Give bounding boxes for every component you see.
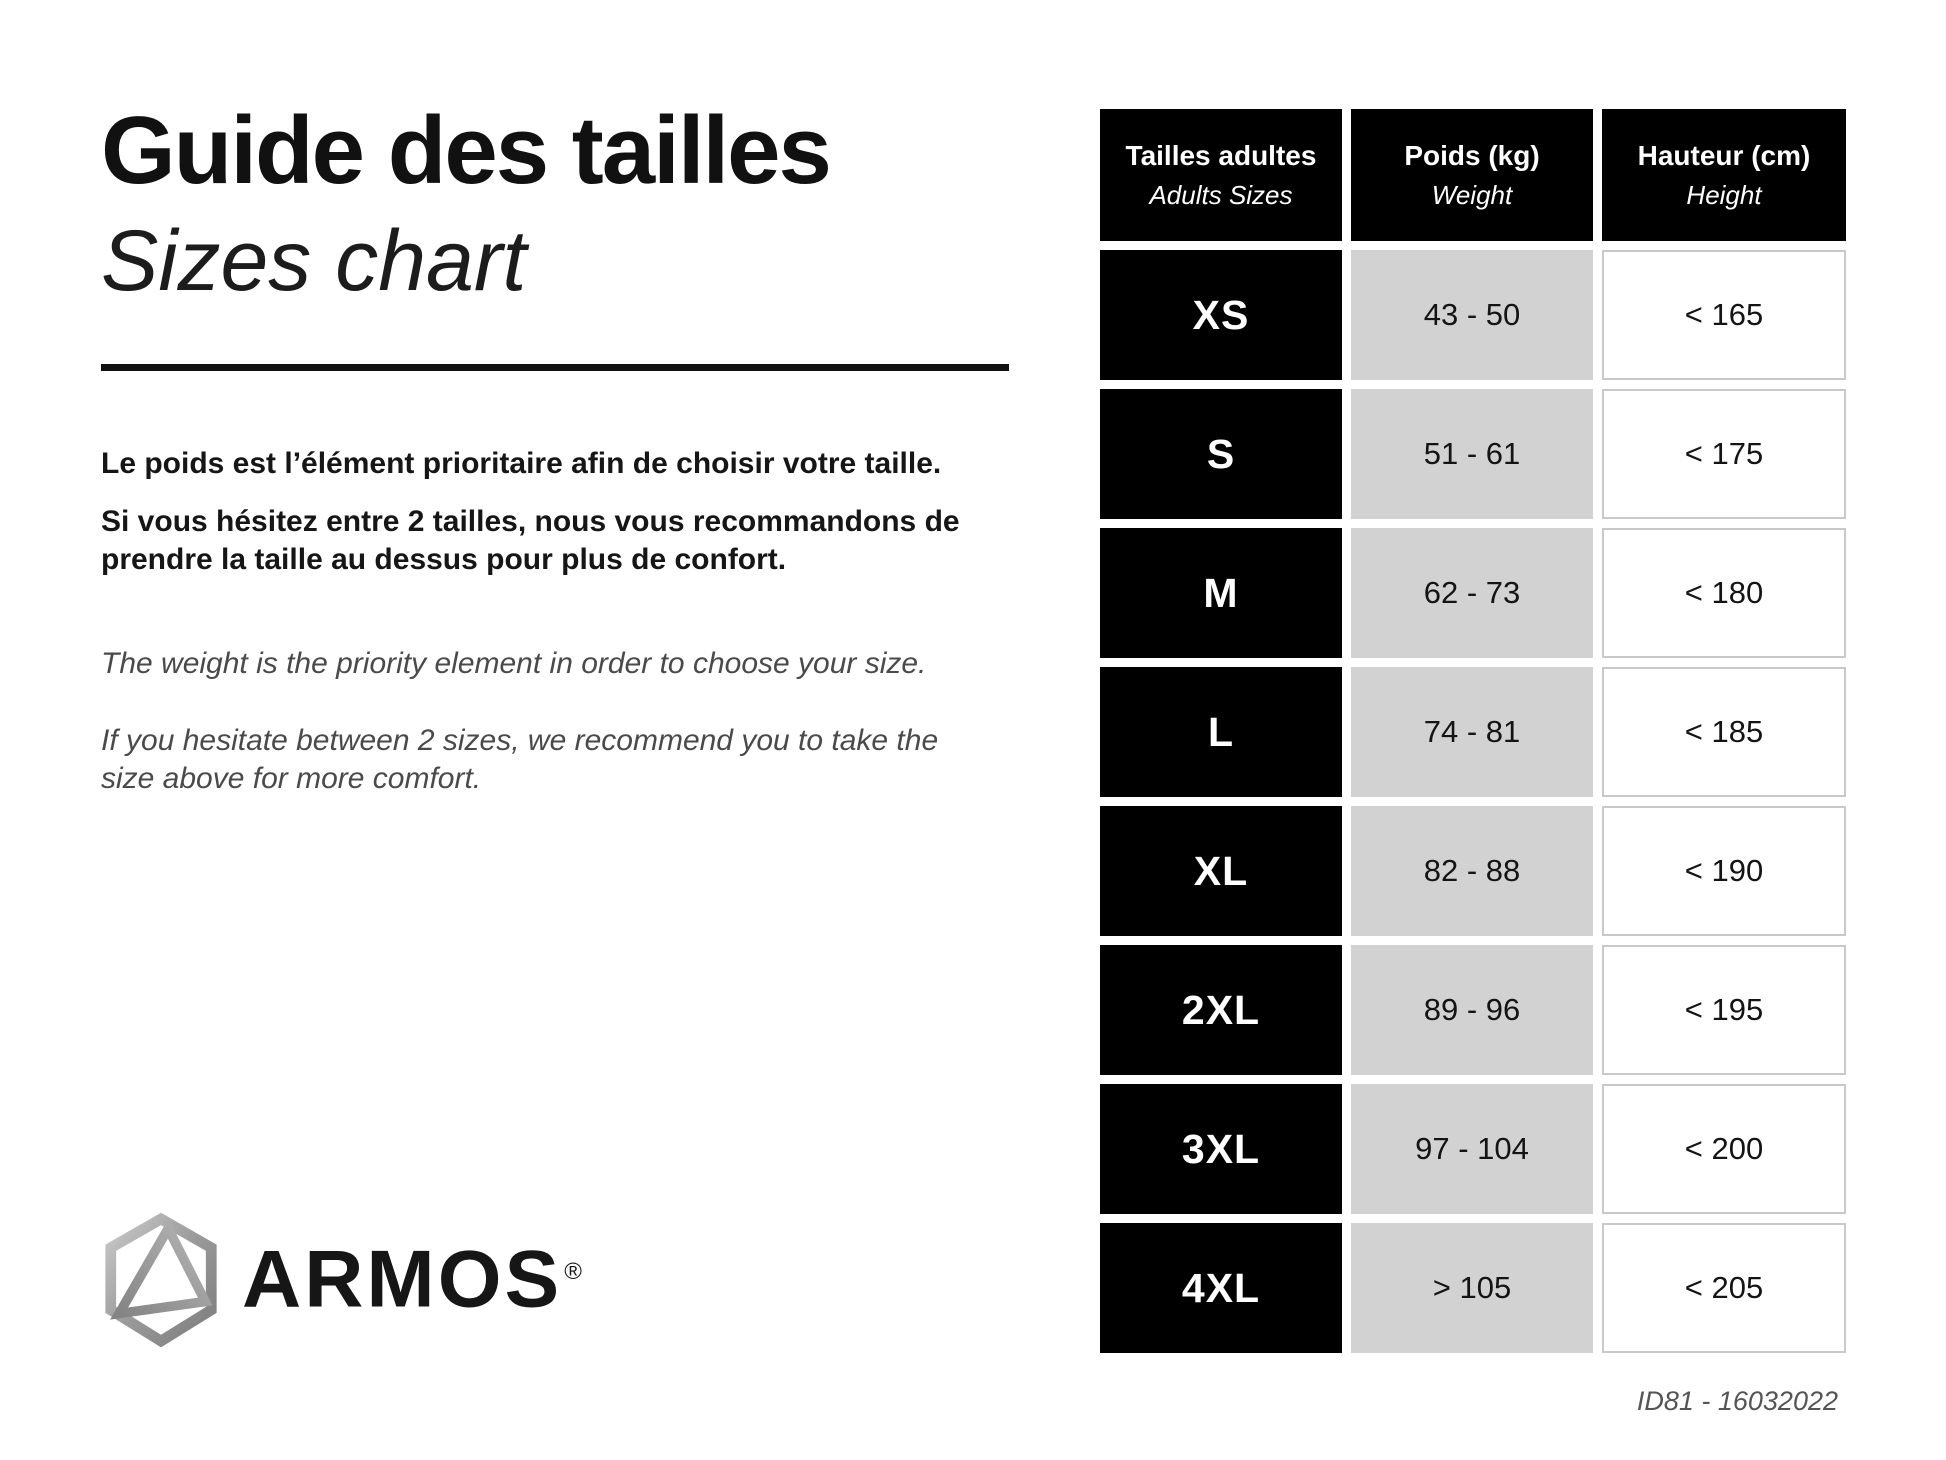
page-title: Guide des tailles <box>101 97 830 204</box>
size-cell-xl: XL <box>1100 806 1342 936</box>
height-cell-xs: < 165 <box>1602 250 1846 380</box>
brand-wordmark <box>242 1234 585 1326</box>
header-height-en: Height <box>1686 179 1762 210</box>
header-weight-fr: Poids (kg) <box>1404 139 1540 171</box>
size-cell-s: S <box>1100 389 1342 519</box>
intro-en-hesitate-note: If you hesitate between 2 sizes, we recommend you to take the size above for more comfort. <box>101 724 939 795</box>
weight-cell-m: 62 - 73 <box>1351 528 1593 658</box>
height-cell-m: < 180 <box>1602 528 1846 658</box>
size-cell-l: L <box>1100 667 1342 797</box>
size-cell-4xl: 4XL <box>1100 1223 1342 1353</box>
title-divider <box>101 364 1009 371</box>
size-cell-m: M <box>1100 528 1342 658</box>
armos-hexagon-triangle-logo-icon <box>100 1213 222 1347</box>
intro-en-weight-note: The weight is the priority element in order to choose your size. <box>101 647 927 680</box>
weight-cell-3xl: 97 - 104 <box>1351 1084 1593 1214</box>
weight-cell-xl: 82 - 88 <box>1351 806 1593 936</box>
size-table <box>1100 109 1846 1353</box>
document-id: ID81 - 16032022 <box>1636 1386 1838 1416</box>
size-cell-2xl: 2XL <box>1100 945 1342 1075</box>
weight-cell-l: 74 - 81 <box>1351 667 1593 797</box>
height-cell-2xl: < 195 <box>1602 945 1846 1075</box>
header-height-fr: Hauteur (cm) <box>1637 139 1811 171</box>
header-cell-weight <box>1351 109 1593 241</box>
intro-fr-hesitate-note: Si vous hésitez entre 2 tailles, nous vous recommandons de prendre la taille au dessus pour plus de confort. <box>101 505 960 576</box>
header-sizes-fr: Tailles adultes <box>1125 139 1317 171</box>
header-weight-en: Weight <box>1431 179 1513 210</box>
height-cell-4xl: < 205 <box>1602 1223 1846 1353</box>
size-cell-xs: XS <box>1100 250 1342 380</box>
height-cell-3xl: < 200 <box>1602 1084 1846 1214</box>
brand-name: ARMOS <box>242 1234 563 1325</box>
registered-trademark-icon: ® <box>564 1258 585 1285</box>
intro-fr-weight-note: Le poids est l’élément prioritaire afin de choisir votre taille. <box>101 447 942 480</box>
size-cell-3xl: 3XL <box>1100 1084 1342 1214</box>
weight-cell-s: 51 - 61 <box>1351 389 1593 519</box>
weight-cell-4xl: > 105 <box>1351 1223 1593 1353</box>
header-cell-height <box>1602 109 1846 241</box>
page-subtitle: Sizes chart <box>101 213 527 309</box>
height-cell-xl: < 190 <box>1602 806 1846 936</box>
brand-block <box>100 1213 585 1347</box>
weight-cell-2xl: 89 - 96 <box>1351 945 1593 1075</box>
weight-cell-xs: 43 - 50 <box>1351 250 1593 380</box>
header-cell-sizes <box>1100 109 1342 241</box>
height-cell-s: < 175 <box>1602 389 1846 519</box>
height-cell-l: < 185 <box>1602 667 1846 797</box>
header-sizes-en: Adults Sizes <box>1149 179 1293 210</box>
